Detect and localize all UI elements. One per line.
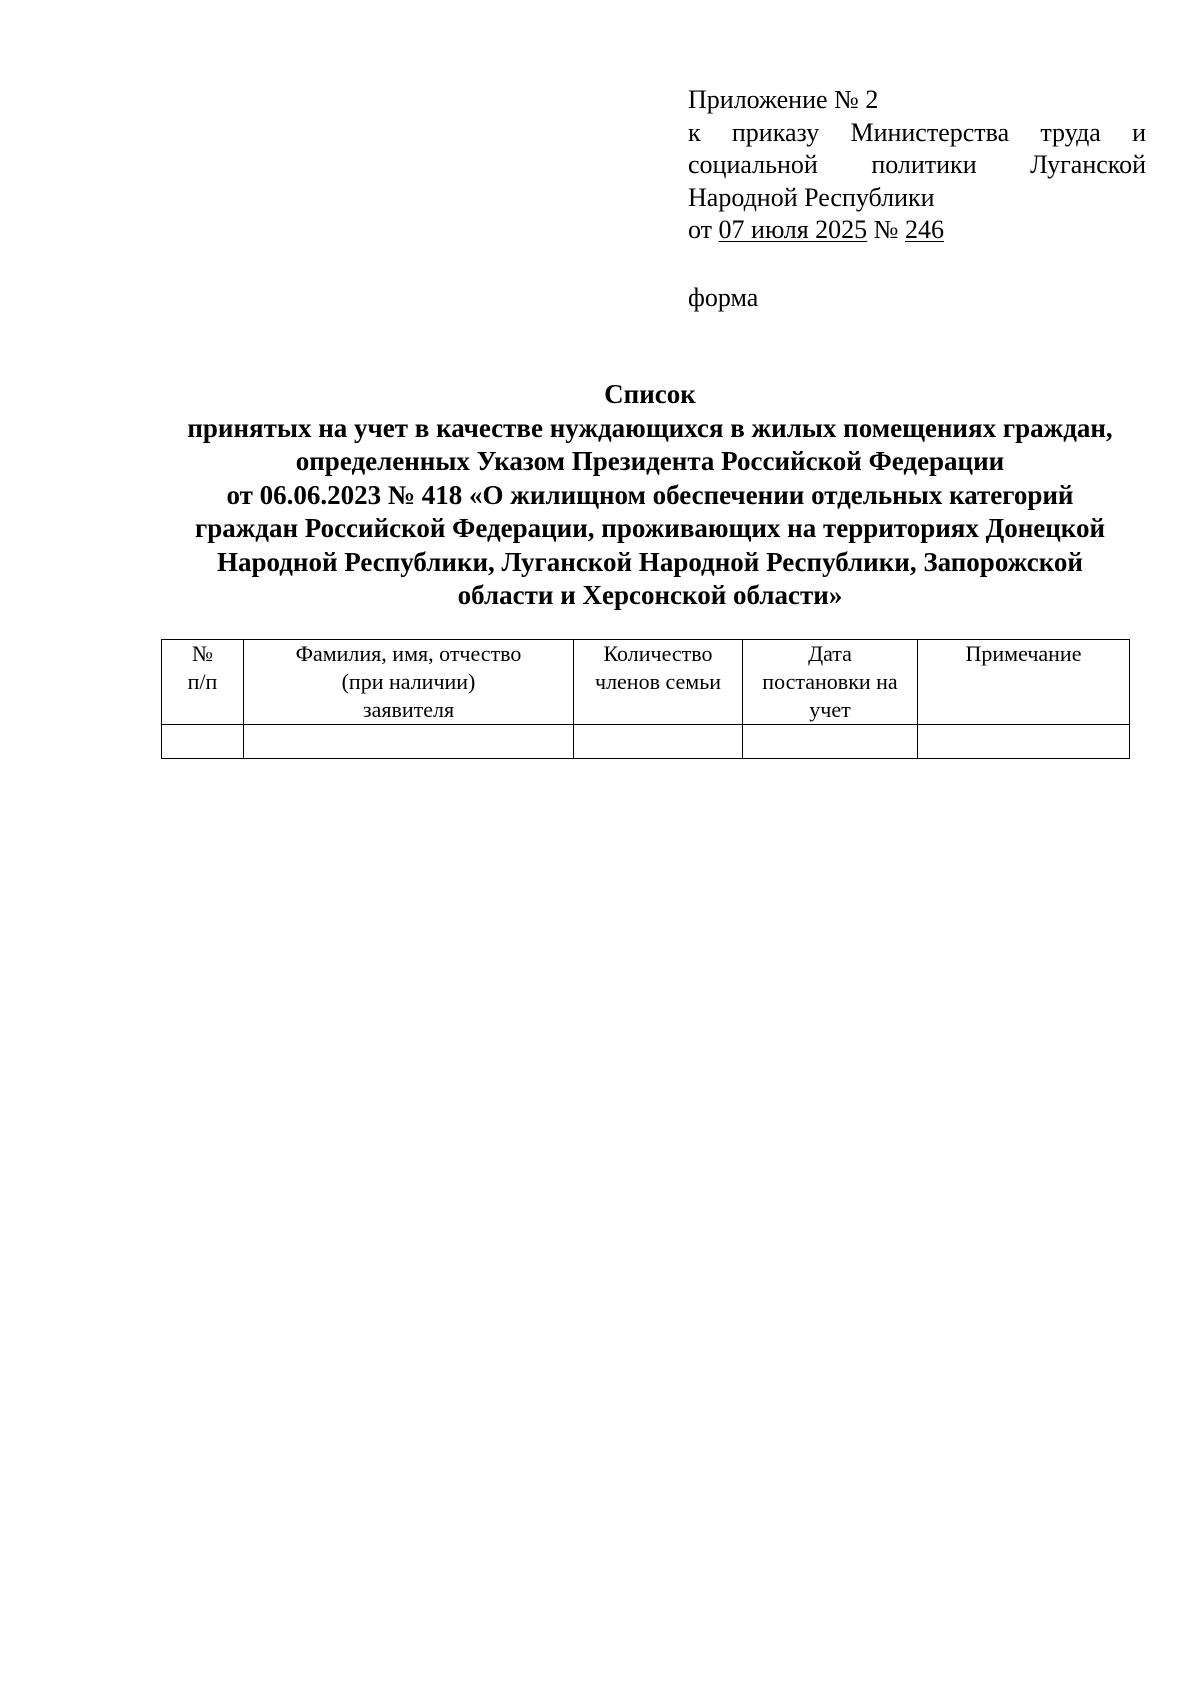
header-number: № п/п	[162, 640, 244, 725]
title-line-6: Народной Республики, Луганской Народной Республики, Запорожской	[217, 546, 1083, 577]
cell-family-members	[574, 725, 743, 759]
appendix-header	[688, 84, 1146, 247]
applicants-table	[161, 639, 1130, 759]
appendix-order-line: к приказу Министерства труда и	[688, 117, 1146, 147]
date-prefix: от	[688, 215, 719, 244]
header-family-members: Количество членов семьи	[574, 640, 743, 725]
title-line-5: граждан Российской Федерации, проживающих на территориях Донецкой	[194, 513, 1106, 543]
appendix-ministry-line: социальной политики Луганской	[688, 150, 1146, 179]
appendix-republic-line: Народной Республики	[688, 182, 935, 212]
title-line-1: Список	[604, 379, 696, 409]
title-line-4: от 06.06.2023 № 418 «О жилищном обеспечении отдельных категорий	[226, 479, 1074, 510]
table-row	[162, 725, 1130, 759]
title-line-7: области и Херсонской области»	[457, 580, 843, 610]
document-title	[150, 378, 1150, 613]
title-line-2: принятых на учет в качестве нуждающихся в жилых помещениях граждан,	[187, 412, 1113, 443]
appendix-title: Приложение № 2	[688, 85, 879, 114]
title-line-3: определенных Указом Президента Российской Федерации	[295, 446, 1005, 476]
cell-note	[918, 725, 1130, 759]
cell-number	[162, 725, 244, 759]
appendix-date-line	[688, 214, 1146, 247]
number-sign: №	[867, 215, 905, 244]
order-number: 246	[904, 215, 944, 244]
header-note: Примечание	[918, 640, 1130, 725]
header-full-name: Фамилия, имя, отчество (при наличии) заявителя	[244, 640, 574, 725]
form-label: форма	[688, 283, 759, 312]
cell-full-name	[244, 725, 574, 759]
header-registration-date: Дата постановки на учет	[743, 640, 918, 725]
order-date: 07 июля 2025	[718, 215, 868, 244]
table-header-row	[162, 640, 1130, 725]
cell-registration-date	[743, 725, 918, 759]
